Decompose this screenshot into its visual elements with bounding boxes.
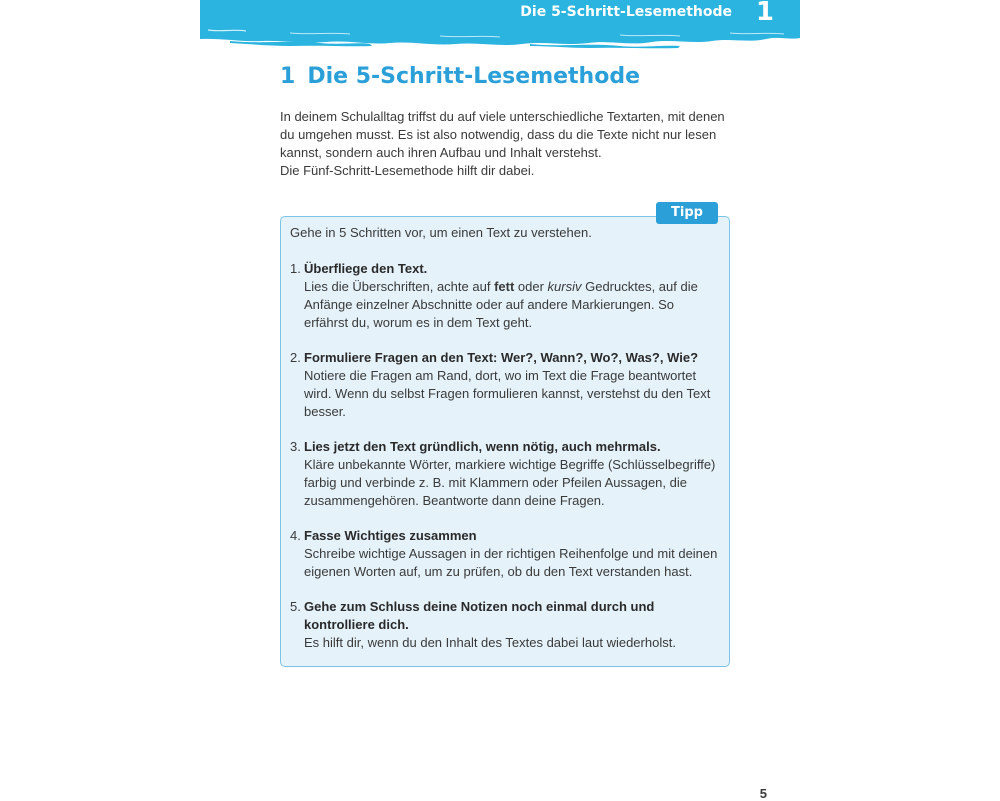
step-title: Gehe zum Schluss deine Notizen noch einmal durch und kontrolliere dich. <box>304 599 655 632</box>
step-title: Formuliere Fragen an den Text: Wer?, Wann?, Wo?, Was?, Wie? <box>304 350 699 365</box>
step-text-part: Gedrucktes, auf die Anfänge einzelner Abschnitte oder auf andere Markierungen. So erfährst du, worum es in dem Text geht. <box>304 279 698 330</box>
bold-example-word: fett <box>494 279 515 294</box>
step-number: 2. <box>290 350 301 365</box>
intro-paragraph <box>280 108 750 180</box>
step-title: Lies jetzt den Text gründlich, wenn nötig, auch mehrmals. <box>304 439 661 454</box>
step-text-part: oder <box>514 279 548 294</box>
step-body <box>304 349 720 421</box>
tip-content <box>290 224 720 669</box>
step-text: Es hilft dir, wenn du den Inhalt des Textes dabei laut wiederholst. <box>304 635 676 650</box>
step-item <box>290 260 720 332</box>
step-text <box>304 278 720 332</box>
step-item <box>290 349 720 421</box>
step-body <box>304 527 720 581</box>
step-text: Schreibe wichtige Aussagen in der richtigen Reihenfolge und mit deinen eigenen Worten auf, um zu prüfen, ob du den Text verstanden hast. <box>304 546 718 579</box>
tip-label: Tipp <box>656 202 718 224</box>
step-title: Fasse Wichtiges zusammen <box>304 528 477 543</box>
step-body <box>304 438 720 510</box>
step-item <box>290 438 720 510</box>
intro-line: du umgehen musst. Es ist also notwendig, dass du die Texte nicht nur lesen <box>280 127 717 142</box>
page-number: 5 <box>759 786 767 801</box>
step-number: 3. <box>290 439 301 454</box>
intro-line: Die Fünf-Schritt-Lesemethode hilft dir dabei. <box>280 163 535 178</box>
intro-line: kannst, sondern auch ihren Aufbau und Inhalt verstehst. <box>280 145 602 160</box>
chapter-number: 1 <box>280 64 296 89</box>
italic-example-word: kursiv <box>547 279 582 294</box>
step-text: Notiere die Fragen am Rand, dort, wo im Text die Frage beantwortet wird. Wenn du selbst Fragen formulieren kannst, verstehst du den Text besser. <box>304 368 711 419</box>
step-text: Kläre unbekannte Wörter, markiere wichtige Begriffe (Schlüsselbegriffe) farbig und verbinde z. B. mit Klammern oder Pfeilen Aussagen, die zusammengehören. Beantworte dann deine Fragen. <box>304 457 716 508</box>
running-header-chapter-number: 1 <box>755 0 774 27</box>
chapter-title-text: Die 5-Schritt-Lesemethode <box>307 64 640 89</box>
running-header-title: Die 5-Schritt-Lesemethode <box>520 4 732 20</box>
step-number: 5. <box>290 599 301 614</box>
step-item <box>290 527 720 581</box>
step-number: 1. <box>290 261 301 276</box>
step-item <box>290 598 720 652</box>
step-body <box>304 260 720 332</box>
step-text-part: Lies die Überschriften, achte auf <box>304 279 495 294</box>
step-body <box>304 598 720 652</box>
chapter-header-band <box>200 0 800 50</box>
intro-line: In deinem Schulalltag triffst du auf viele unterschiedliche Textarten, mit denen <box>280 109 725 124</box>
step-title: Überfliege den Text. <box>304 261 428 276</box>
chapter-title <box>280 64 640 89</box>
step-number: 4. <box>290 528 301 543</box>
tip-intro: Gehe in 5 Schritten vor, um einen Text zu verstehen. <box>290 225 592 240</box>
